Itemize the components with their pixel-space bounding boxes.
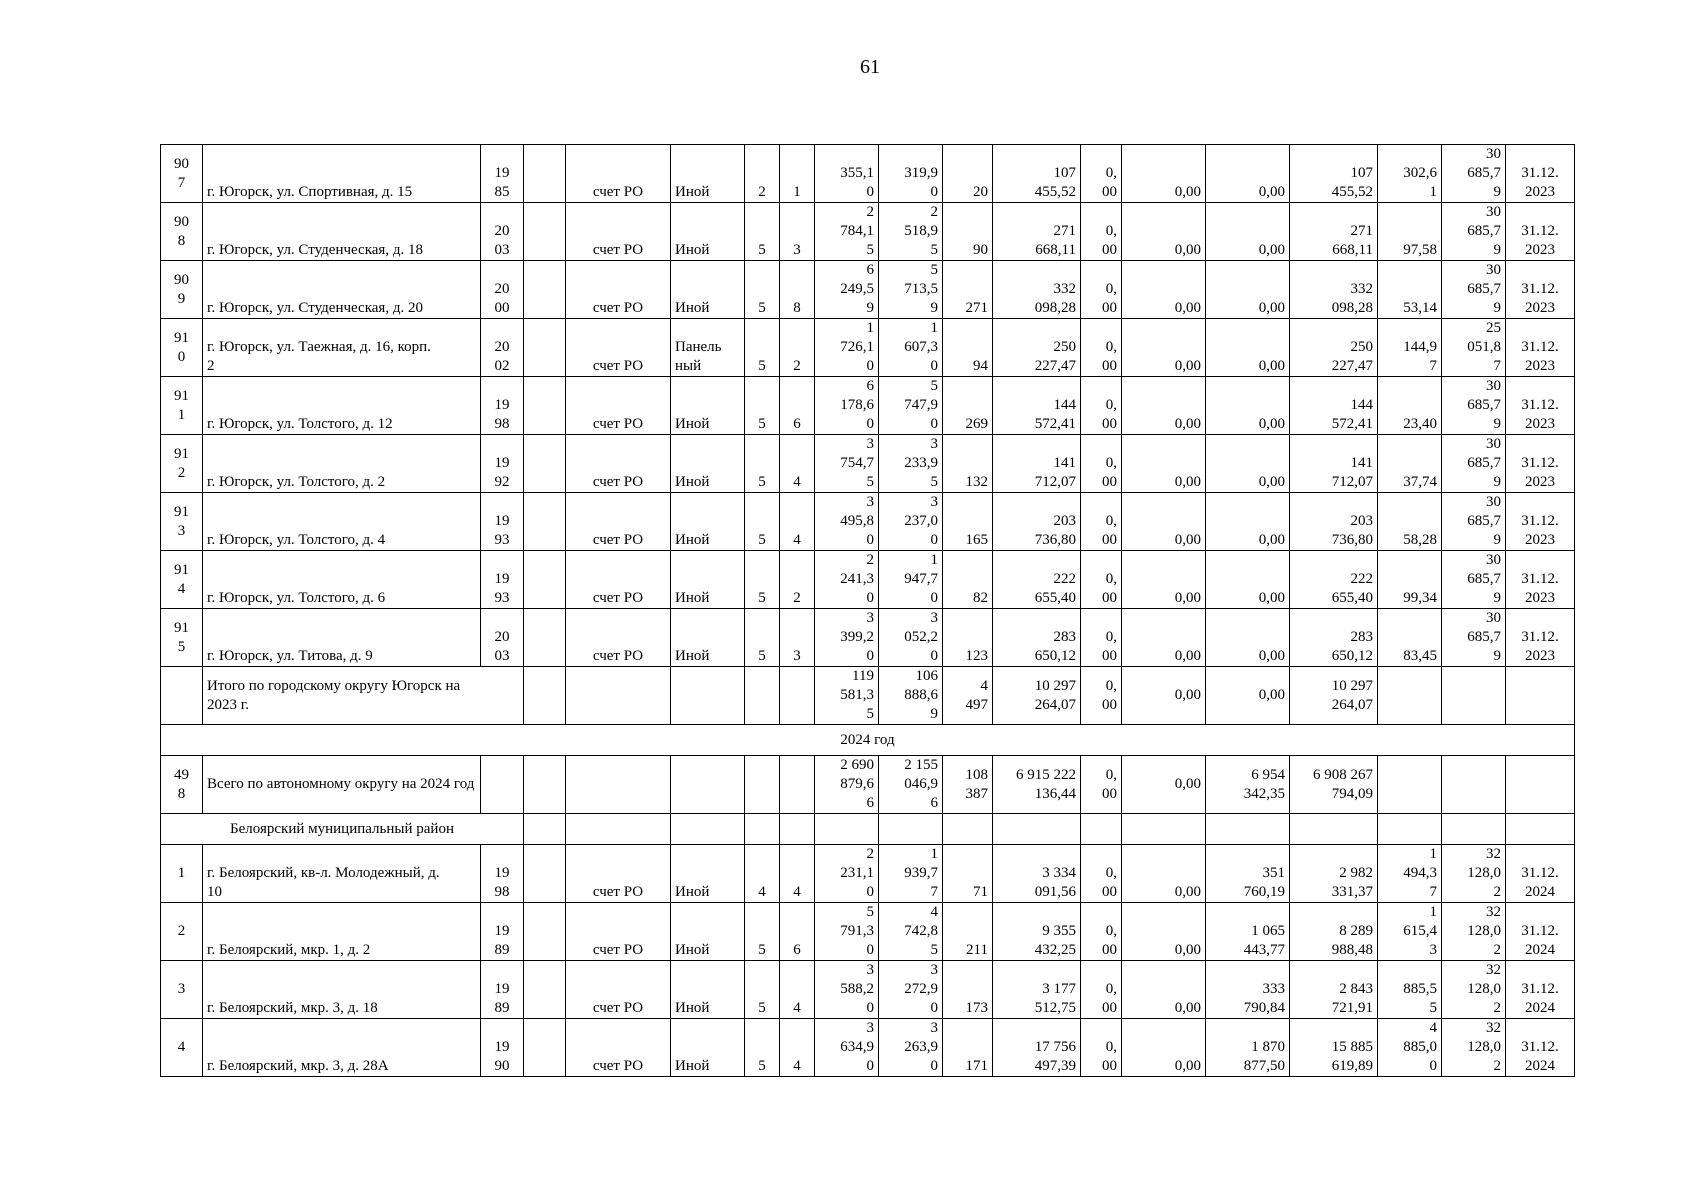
cell-row-number: 91 5 [161,609,203,667]
cell-build-year: 19 92 [481,435,524,493]
cell-build-year: 20 03 [481,609,524,667]
cell-build-year: 19 93 [481,493,524,551]
cell-wall-material: Иной [671,961,745,1019]
cell-deadline: 31.12. 2023 [1506,551,1575,609]
cell-fund-2: 0,00 [1122,319,1206,377]
cell-repair-cost: 250 227,47 [993,319,1081,377]
cell-area-total: 3 399,2 0 [815,609,879,667]
cell-fund-source: счет РО [566,203,671,261]
cell-row-number: 91 4 [161,551,203,609]
cell-empty [524,319,566,377]
cell-entrances: 3 [780,609,815,667]
cell-fund-2: 0,00 [1122,903,1206,961]
cell-address: г. Югорск, ул. Толстого, д. 4 [203,493,481,551]
cell-unit-cost: 144,9 7 [1378,319,1442,377]
cell-residents: 269 [943,377,993,435]
cell-deadline: 31.12. 2024 [1506,845,1575,903]
cell-area-living: 1 607,3 0 [879,319,943,377]
cell-unit-cost: 58,28 [1378,493,1442,551]
cell-row-number: 90 9 [161,261,203,319]
cell-wall-material: Иной [671,377,745,435]
cell-fund-source: счет РО [566,493,671,551]
cell-build-year: 19 98 [481,377,524,435]
cell-fund-3: 351 760,19 [1206,845,1290,903]
table-row [161,845,1575,903]
cell-fund-4: 222 655,40 [1290,551,1378,609]
itog-label: Итого по городскому округу Югорск на 2023 г. [203,667,524,725]
vsego-area-total: 2 690 879,6 6 [815,756,879,814]
cell-unit-limit: 30 685,7 9 [1442,203,1506,261]
table-row [161,203,1575,261]
cell-wall-material: Иной [671,203,745,261]
cell-entrances: 4 [780,1019,815,1077]
cell-fund-3: 0,00 [1206,145,1290,203]
cell-fund-4: 250 227,47 [1290,319,1378,377]
cell-repair-cost: 9 355 432,25 [993,903,1081,961]
cell-residents: 211 [943,903,993,961]
cell-row-number: 90 8 [161,203,203,261]
page-number: 61 [860,56,880,78]
cell-unit-limit: 30 685,7 9 [1442,609,1506,667]
cell-repair-cost: 271 668,11 [993,203,1081,261]
cell-fund-3: 1 065 443,77 [1206,903,1290,961]
cell-area-total: 2 784,1 5 [815,203,879,261]
cell-repair-cost: 332 098,28 [993,261,1081,319]
cell-fund-1: 0, 00 [1081,961,1122,1019]
cell-row-number: 1 [161,845,203,903]
capital-repair-table [160,144,1575,1077]
cell-address: г. Белоярский, кв-л. Молодежный, д. 10 [203,845,481,903]
year-header: 2024 год [161,725,1575,756]
itog-fund-3: 0,00 [1206,667,1290,725]
cell-fund-2: 0,00 [1122,493,1206,551]
cell-empty [524,961,566,1019]
cell-floors: 5 [745,319,780,377]
cell-deadline: 31.12. 2023 [1506,435,1575,493]
cell-build-year: 20 03 [481,203,524,261]
cell-build-year: 19 89 [481,903,524,961]
year-header-row [161,725,1575,756]
cell-unit-limit: 30 685,7 9 [1442,493,1506,551]
cell-fund-source: счет РО [566,435,671,493]
cell-fund-1: 0, 00 [1081,551,1122,609]
cell-fund-1: 0, 00 [1081,903,1122,961]
cell-wall-material: Иной [671,261,745,319]
cell-area-living: 2 518,9 5 [879,203,943,261]
cell-wall-material: Иной [671,145,745,203]
cell-area-total: 5 791,3 0 [815,903,879,961]
cell-unit-cost: 885,5 5 [1378,961,1442,1019]
cell-repair-cost: 3 334 091,56 [993,845,1081,903]
cell-residents: 165 [943,493,993,551]
cell-entrances: 3 [780,203,815,261]
cell-area-living: 5 747,9 0 [879,377,943,435]
cell-area-living: 3 263,9 0 [879,1019,943,1077]
cell-fund-1: 0, 00 [1081,435,1122,493]
cell-unit-limit: 32 128,0 2 [1442,1019,1506,1077]
cell-floors: 5 [745,1019,780,1077]
cell-area-total: 3 495,8 0 [815,493,879,551]
cell-build-year: 20 00 [481,261,524,319]
cell-address: г. Белоярский, мкр. 1, д. 2 [203,903,481,961]
cell-empty [524,261,566,319]
cell-address: г. Югорск, ул. Толстого, д. 12 [203,377,481,435]
cell-unit-cost: 53,14 [1378,261,1442,319]
itog-area-total: 119 581,3 5 [815,667,879,725]
cell-fund-4: 144 572,41 [1290,377,1378,435]
cell-unit-cost: 1 615,4 3 [1378,903,1442,961]
cell-empty [524,551,566,609]
cell-address: г. Югорск, ул. Титова, д. 9 [203,609,481,667]
cell-address: г. Белоярский, мкр. 3, д. 28А [203,1019,481,1077]
vsego-fund-4: 6 908 267 794,09 [1290,756,1378,814]
cell-entrances: 4 [780,435,815,493]
cell-fund-source: счет РО [566,319,671,377]
cell-row-number: 2 [161,903,203,961]
cell-area-living: 3 237,0 0 [879,493,943,551]
cell-fund-4: 271 668,11 [1290,203,1378,261]
vsego-cost: 6 915 222 136,44 [993,756,1081,814]
cell-fund-3: 0,00 [1206,319,1290,377]
cell-wall-material: Иной [671,609,745,667]
cell-unit-limit: 30 685,7 9 [1442,145,1506,203]
cell-empty [524,145,566,203]
cell-residents: 20 [943,145,993,203]
itog-fund-2: 0,00 [1122,667,1206,725]
cell-residents: 94 [943,319,993,377]
cell-fund-1: 0, 00 [1081,377,1122,435]
cell-fund-4: 2 982 331,37 [1290,845,1378,903]
cell-residents: 90 [943,203,993,261]
itog-residents: 4 497 [943,667,993,725]
cell-build-year: 19 98 [481,845,524,903]
cell-deadline: 31.12. 2023 [1506,609,1575,667]
cell-address: г. Югорск, ул. Толстого, д. 2 [203,435,481,493]
cell-fund-2: 0,00 [1122,377,1206,435]
cell-area-total: 3 588,2 0 [815,961,879,1019]
cell-build-year: 19 90 [481,1019,524,1077]
cell-fund-2: 0,00 [1122,1019,1206,1077]
cell-entrances: 4 [780,961,815,1019]
cell-address: г. Югорск, ул. Таежная, д. 16, корп. 2 [203,319,481,377]
cell-fund-2: 0,00 [1122,609,1206,667]
table-row [161,903,1575,961]
cell-fund-2: 0,00 [1122,435,1206,493]
cell-build-year: 20 02 [481,319,524,377]
cell-unit-cost: 37,74 [1378,435,1442,493]
cell-residents: 173 [943,961,993,1019]
cell-empty [524,903,566,961]
cell-fund-2: 0,00 [1122,145,1206,203]
cell-row-number: 90 7 [161,145,203,203]
cell-fund-source: счет РО [566,551,671,609]
cell-address: г. Югорск, ул. Студенческая, д. 20 [203,261,481,319]
cell-fund-source: счет РО [566,903,671,961]
cell-area-total: 3 634,9 0 [815,1019,879,1077]
cell-unit-limit: 32 128,0 2 [1442,845,1506,903]
cell-fund-4: 15 885 619,89 [1290,1019,1378,1077]
cell-unit-limit: 30 685,7 9 [1442,377,1506,435]
vsego-label: Всего по автономному округу на 2024 год [203,756,481,814]
cell-row-number: 4 [161,1019,203,1077]
cell-area-living: 1 947,7 0 [879,551,943,609]
cell-repair-cost: 107 455,52 [993,145,1081,203]
cell-fund-3: 0,00 [1206,377,1290,435]
cell-empty [524,1019,566,1077]
cell-residents: 71 [943,845,993,903]
table-row [161,145,1575,203]
cell-unit-limit: 30 685,7 9 [1442,435,1506,493]
cell-address: г. Югорск, ул. Толстого, д. 6 [203,551,481,609]
cell-floors: 5 [745,377,780,435]
cell-row-number: 91 2 [161,435,203,493]
cell-area-living: 1 939,7 7 [879,845,943,903]
cell-repair-cost: 283 650,12 [993,609,1081,667]
cell-unit-cost: 23,40 [1378,377,1442,435]
itog-area-living: 106 888,6 9 [879,667,943,725]
cell-fund-1: 0, 00 [1081,145,1122,203]
cell-deadline: 31.12. 2023 [1506,377,1575,435]
cell-area-total: 3 754,7 5 [815,435,879,493]
cell-deadline: 31.12. 2024 [1506,1019,1575,1077]
cell-fund-3: 0,00 [1206,261,1290,319]
cell-fund-3: 0,00 [1206,203,1290,261]
cell-address: г. Югорск, ул. Студенческая, д. 18 [203,203,481,261]
table-row [161,609,1575,667]
cell-build-year: 19 85 [481,145,524,203]
cell-fund-4: 283 650,12 [1290,609,1378,667]
cell-address: г. Югорск, ул. Спортивная, д. 15 [203,145,481,203]
cell-fund-4: 8 289 988,48 [1290,903,1378,961]
cell-floors: 5 [745,609,780,667]
vsego-fund-1: 0, 00 [1081,756,1122,814]
cell-unit-cost: 99,34 [1378,551,1442,609]
cell-repair-cost: 144 572,41 [993,377,1081,435]
cell-fund-2: 0,00 [1122,961,1206,1019]
district-row [161,814,1575,845]
cell-fund-3: 0,00 [1206,493,1290,551]
cell-residents: 123 [943,609,993,667]
cell-row-number: 91 3 [161,493,203,551]
cell-unit-limit: 32 128,0 2 [1442,903,1506,961]
cell-entrances: 4 [780,493,815,551]
cell-unit-cost: 1 494,3 7 [1378,845,1442,903]
cell-area-living: 4 742,8 5 [879,903,943,961]
cell-fund-1: 0, 00 [1081,261,1122,319]
cell-unit-cost: 97,58 [1378,203,1442,261]
cell-fund-source: счет РО [566,845,671,903]
cell-fund-2: 0,00 [1122,551,1206,609]
cell-entrances: 6 [780,377,815,435]
cell-floors: 2 [745,145,780,203]
cell-row-number: 91 0 [161,319,203,377]
cell-wall-material: Иной [671,493,745,551]
cell-build-year: 19 93 [481,551,524,609]
cell-fund-1: 0, 00 [1081,203,1122,261]
cell-floors: 5 [745,551,780,609]
vsego-residents: 108 387 [943,756,993,814]
cell-fund-2: 0,00 [1122,203,1206,261]
cell-fund-source: счет РО [566,145,671,203]
itog-fund-4: 10 297 264,07 [1290,667,1378,725]
cell-floors: 5 [745,903,780,961]
cell-floors: 4 [745,845,780,903]
cell-deadline: 31.12. 2024 [1506,903,1575,961]
cell-unit-limit: 30 685,7 9 [1442,261,1506,319]
cell-area-total: 2 231,1 0 [815,845,879,903]
cell-fund-source: счет РО [566,961,671,1019]
cell-repair-cost: 17 756 497,39 [993,1019,1081,1077]
itog-row [161,667,1575,725]
cell-deadline: 31.12. 2023 [1506,203,1575,261]
cell-deadline: 31.12. 2023 [1506,261,1575,319]
cell-area-living: 319,9 0 [879,145,943,203]
cell-empty [524,435,566,493]
vsego-fund-3: 6 954 342,35 [1206,756,1290,814]
district-name: Белоярский муниципальный район [161,814,524,845]
cell-entrances: 2 [780,551,815,609]
cell-deadline: 31.12. 2023 [1506,319,1575,377]
table-row [161,1019,1575,1077]
cell-unit-cost: 4 885,0 0 [1378,1019,1442,1077]
cell-unit-limit: 30 685,7 9 [1442,551,1506,609]
cell-fund-4: 332 098,28 [1290,261,1378,319]
table-row [161,493,1575,551]
table-row [161,319,1575,377]
cell-residents: 132 [943,435,993,493]
cell-empty [524,609,566,667]
cell-entrances: 1 [780,145,815,203]
cell-fund-1: 0, 00 [1081,319,1122,377]
cell-fund-4: 203 736,80 [1290,493,1378,551]
cell-fund-2: 0,00 [1122,261,1206,319]
cell-area-living: 5 713,5 9 [879,261,943,319]
cell-address: г. Белоярский, мкр. 3, д. 18 [203,961,481,1019]
cell-empty [524,845,566,903]
table-row [161,435,1575,493]
cell-empty [524,203,566,261]
cell-fund-4: 107 455,52 [1290,145,1378,203]
itog-fund-1: 0, 00 [1081,667,1122,725]
cell-wall-material: Иной [671,845,745,903]
itog-cost: 10 297 264,07 [993,667,1081,725]
cell-fund-1: 0, 00 [1081,1019,1122,1077]
cell-build-year: 19 89 [481,961,524,1019]
cell-fund-3: 0,00 [1206,435,1290,493]
cell-area-total: 6 249,5 9 [815,261,879,319]
vsego-number: 49 8 [161,756,203,814]
cell-residents: 82 [943,551,993,609]
cell-fund-source: счет РО [566,609,671,667]
cell-fund-1: 0, 00 [1081,609,1122,667]
table-row [161,377,1575,435]
cell-fund-3: 0,00 [1206,551,1290,609]
cell-area-total: 1 726,1 0 [815,319,879,377]
cell-repair-cost: 222 655,40 [993,551,1081,609]
cell-wall-material: Панель ный [671,319,745,377]
table-row [161,961,1575,1019]
cell-entrances: 6 [780,903,815,961]
cell-floors: 5 [745,435,780,493]
cell-wall-material: Иной [671,435,745,493]
table-row [161,261,1575,319]
cell-deadline: 31.12. 2023 [1506,145,1575,203]
cell-repair-cost: 3 177 512,75 [993,961,1081,1019]
cell-fund-2: 0,00 [1122,845,1206,903]
cell-unit-limit: 25 051,8 7 [1442,319,1506,377]
cell-area-total: 2 241,3 0 [815,551,879,609]
cell-floors: 5 [745,203,780,261]
cell-wall-material: Иной [671,1019,745,1077]
vsego-row [161,756,1575,814]
vsego-fund-2: 0,00 [1122,756,1206,814]
cell-row-number: 3 [161,961,203,1019]
table-row [161,551,1575,609]
cell-entrances: 4 [780,845,815,903]
cell-empty [524,377,566,435]
cell-entrances: 2 [780,319,815,377]
cell-residents: 271 [943,261,993,319]
cell-area-living: 3 272,9 0 [879,961,943,1019]
cell-floors: 5 [745,493,780,551]
cell-residents: 171 [943,1019,993,1077]
cell-unit-cost: 302,6 1 [1378,145,1442,203]
cell-floors: 5 [745,961,780,1019]
cell-fund-4: 2 843 721,91 [1290,961,1378,1019]
cell-area-living: 3 233,9 5 [879,435,943,493]
cell-row-number: 91 1 [161,377,203,435]
cell-area-total: 355,1 0 [815,145,879,203]
cell-fund-source: счет РО [566,1019,671,1077]
cell-area-living: 3 052,2 0 [879,609,943,667]
cell-fund-source: счет РО [566,261,671,319]
vsego-area-living: 2 155 046,9 6 [879,756,943,814]
cell-unit-cost: 83,45 [1378,609,1442,667]
cell-wall-material: Иной [671,903,745,961]
cell-fund-4: 141 712,07 [1290,435,1378,493]
cell-floors: 5 [745,261,780,319]
cell-repair-cost: 141 712,07 [993,435,1081,493]
cell-fund-source: счет РО [566,377,671,435]
cell-fund-1: 0, 00 [1081,493,1122,551]
cell-fund-1: 0, 00 [1081,845,1122,903]
cell-fund-3: 333 790,84 [1206,961,1290,1019]
cell-fund-3: 1 870 877,50 [1206,1019,1290,1077]
cell-empty [524,493,566,551]
cell-unit-limit: 32 128,0 2 [1442,961,1506,1019]
cell-area-total: 6 178,6 0 [815,377,879,435]
cell-deadline: 31.12. 2023 [1506,493,1575,551]
cell-deadline: 31.12. 2024 [1506,961,1575,1019]
cell-entrances: 8 [780,261,815,319]
cell-fund-3: 0,00 [1206,609,1290,667]
cell-wall-material: Иной [671,551,745,609]
cell-repair-cost: 203 736,80 [993,493,1081,551]
